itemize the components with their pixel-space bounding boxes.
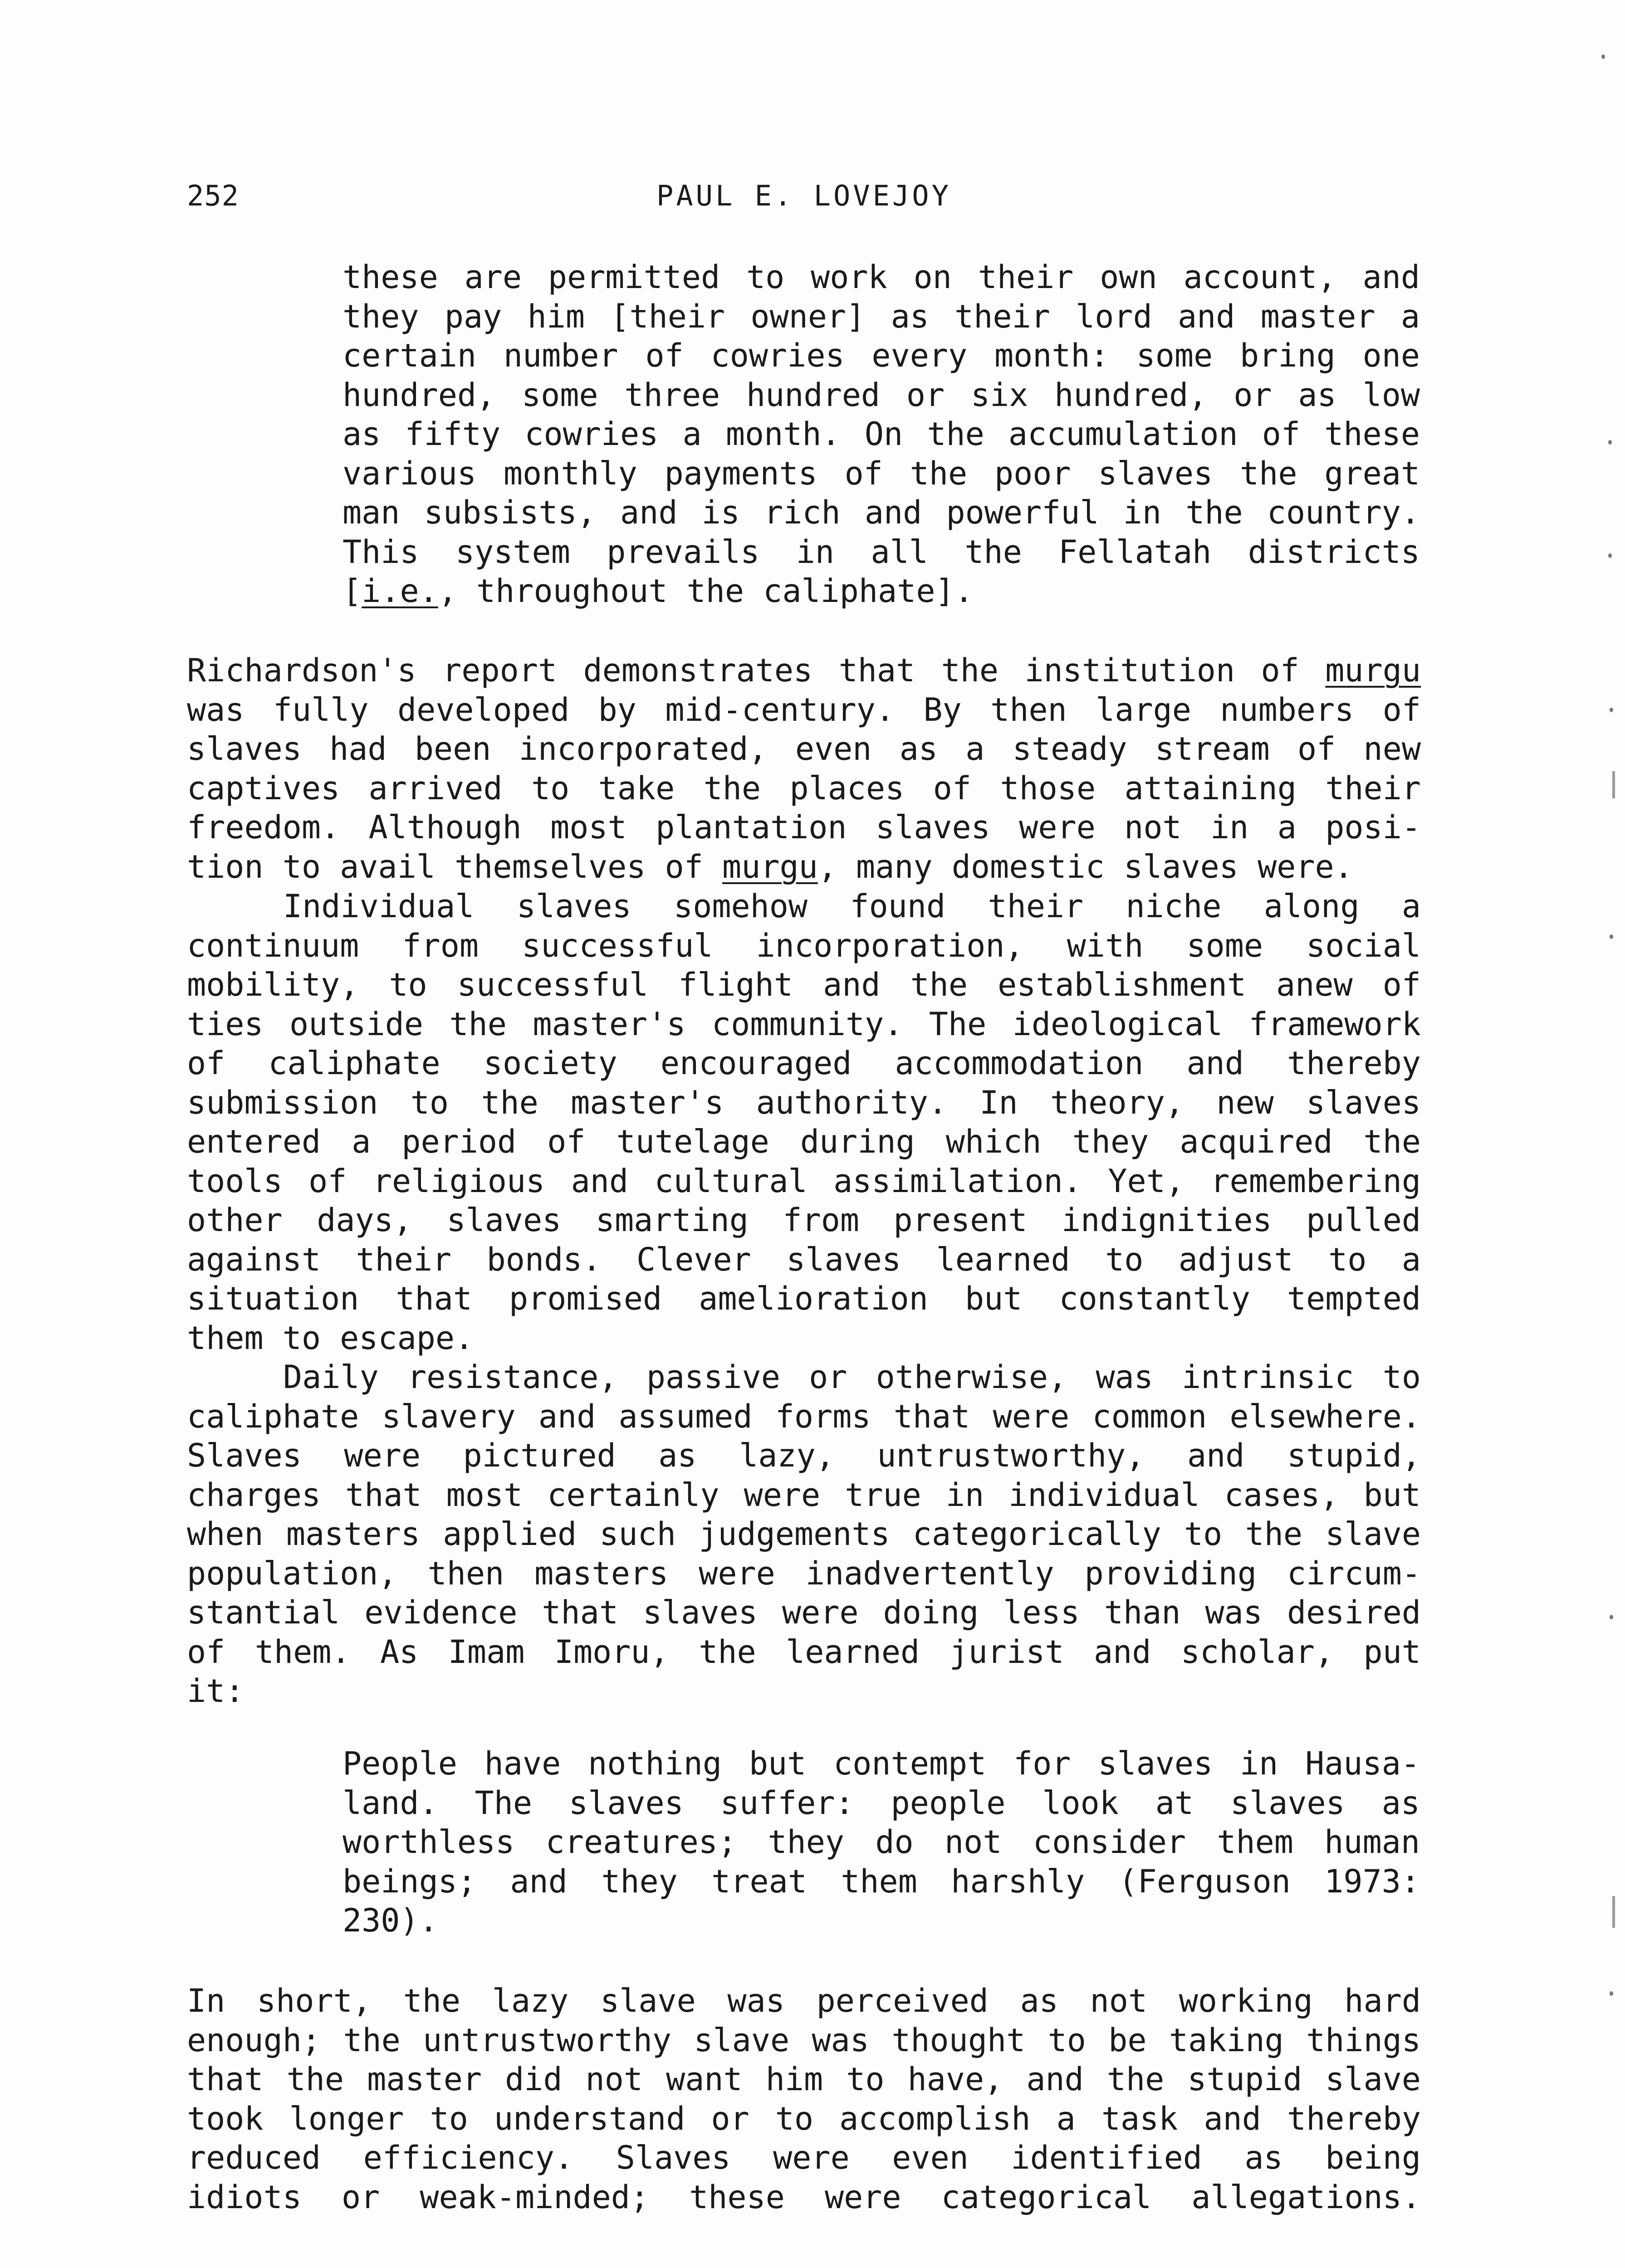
- text-line: it:: [187, 1672, 245, 1710]
- text-line: This system prevails in all the Fellatah districts: [343, 533, 1420, 571]
- text-line: freedom. Although most plantation slaves were not in a posi-: [187, 809, 1421, 846]
- bracket-open: [: [343, 572, 362, 610]
- text-line: tools of religious and cultural assimilation. Yet, remembering: [187, 1162, 1421, 1200]
- text-line: these are permitted to work on their own account, and: [343, 259, 1420, 296]
- text-line: they pay him [their owner] as their lord and master a: [343, 298, 1420, 335]
- text-line: when masters applied such judgements categorically to the slave: [187, 1515, 1421, 1553]
- text-line: continuum from successful incorporation, with some social: [187, 927, 1421, 964]
- paragraph-richardson-report: [187, 651, 1421, 886]
- text-line: certain number of cowries every month: some bring one: [343, 337, 1420, 374]
- text-line: Slaves were pictured as lazy, untrustworthy, and stupid,: [187, 1437, 1421, 1474]
- paragraph-individual-slaves: [187, 887, 1421, 1358]
- text-line: worthless creatures; they do not consider them human: [343, 1823, 1420, 1861]
- term-murgu: murgu: [722, 848, 818, 885]
- text-line: took longer to understand or to accomplish a task and thereby: [187, 2100, 1421, 2137]
- text-line: situation that promised amelioration but constantly tempted: [187, 1280, 1421, 1317]
- text-line: them to escape.: [187, 1319, 474, 1357]
- text-line: In short, the lazy slave was perceived as not working hard: [187, 1982, 1421, 2019]
- text-line: caliphate slavery and assumed forms that were common elsewhere.: [187, 1398, 1421, 1435]
- text-run: , many domestic slaves were.: [817, 848, 1353, 885]
- scan-speck: [1610, 934, 1613, 939]
- text-line: reduced efficiency. Slaves were even identified as being: [187, 2139, 1421, 2176]
- page-number: 252: [187, 179, 239, 212]
- text-run: Richardson's report demonstrates that the institution of: [187, 652, 1299, 689]
- text-line: charges that most certainly were true in individual cases, but: [187, 1476, 1421, 1514]
- scan-speck: [1608, 440, 1612, 445]
- text-line: idiots or weak-minded; these were categorical allegations.: [187, 2178, 1421, 2216]
- scan-speck: [1610, 708, 1613, 712]
- text-line: population, then masters were inadvertently providing circum-: [187, 1554, 1421, 1592]
- page-header: [187, 179, 1421, 229]
- text-line: People have nothing but contempt for slaves in Hausa-: [343, 1745, 1420, 1782]
- text-line: Individual slaves somehow found their niche along a: [283, 888, 1421, 925]
- text-line: man subsists, and is rich and powerful in the country.: [343, 494, 1420, 531]
- text-line: ties outside the master's community. The ideological framework: [187, 1005, 1421, 1043]
- text-line: against their bonds. Clever slaves learned to adjust to a: [187, 1241, 1421, 1278]
- text-line: [187, 847, 1421, 887]
- text-line: enough; the untrustworthy slave was thought to be taking things: [187, 2021, 1421, 2059]
- text-line: various monthly payments of the poor slaves the great: [343, 455, 1420, 492]
- text-line: beings; and they treat them harshly (Ferguson 1973:: [343, 1862, 1420, 1900]
- paragraph-daily-resistance: [187, 1358, 1421, 1711]
- scan-speck: [1601, 54, 1605, 59]
- scan-edge-mark: [1612, 1896, 1615, 1928]
- text-line: stantial evidence that slaves were doing less than was desired: [187, 1594, 1421, 1631]
- text-line: other days, slaves smarting from present indignities pulled: [187, 1202, 1421, 1239]
- scan-edge-mark: [1612, 771, 1615, 798]
- abbreviation-ie: i.e.: [362, 572, 438, 610]
- text-line: entered a period of tutelage during which they acquired the: [187, 1123, 1421, 1160]
- text-line: submission to the master's authority. In theory, new slaves: [187, 1084, 1421, 1121]
- text-line: of caliphate society encouraged accommodation and thereby: [187, 1045, 1421, 1082]
- text-line: [187, 651, 1421, 690]
- scan-speck: [1610, 1615, 1613, 1619]
- text-line: mobility, to successful flight and the establishment anew of: [187, 966, 1421, 1003]
- text-run: , throughout the caliphate].: [438, 572, 974, 610]
- text-line: of them. As Imam Imoru, the learned jurist and scholar, put: [187, 1633, 1421, 1671]
- text-line: slaves had been incorporated, even as a steady stream of new: [187, 730, 1421, 767]
- running-head: PAUL E. LOVEJOY: [656, 179, 951, 212]
- scan-speck: [1610, 1991, 1613, 1996]
- paragraph-in-short: [187, 1981, 1421, 2217]
- text-line: captives arrived to take the places of those attaining their: [187, 769, 1421, 807]
- block-quote-imam-imoru: [343, 1744, 1420, 1941]
- text-line: land. The slaves suffer: people look at slaves as: [343, 1784, 1420, 1822]
- term-murgu: murgu: [1325, 652, 1421, 689]
- scan-speck: [1608, 553, 1612, 558]
- text-line: was fully developed by mid-century. By then large numbers of: [187, 691, 1421, 728]
- text-line: that the master did not want him to have, and the stupid slave: [187, 2061, 1421, 2098]
- text-line: [343, 572, 1420, 611]
- text-line: as fifty cowries a month. On the accumulation of these: [343, 415, 1420, 453]
- text-line: 230).: [343, 1902, 438, 1939]
- text-line: hundred, some three hundred or six hundred, or as low: [343, 376, 1420, 414]
- block-quote-richardson: [343, 258, 1420, 611]
- text-run: tion to avail themselves of: [187, 848, 703, 885]
- text-line: Daily resistance, passive or otherwise, was intrinsic to: [283, 1359, 1421, 1396]
